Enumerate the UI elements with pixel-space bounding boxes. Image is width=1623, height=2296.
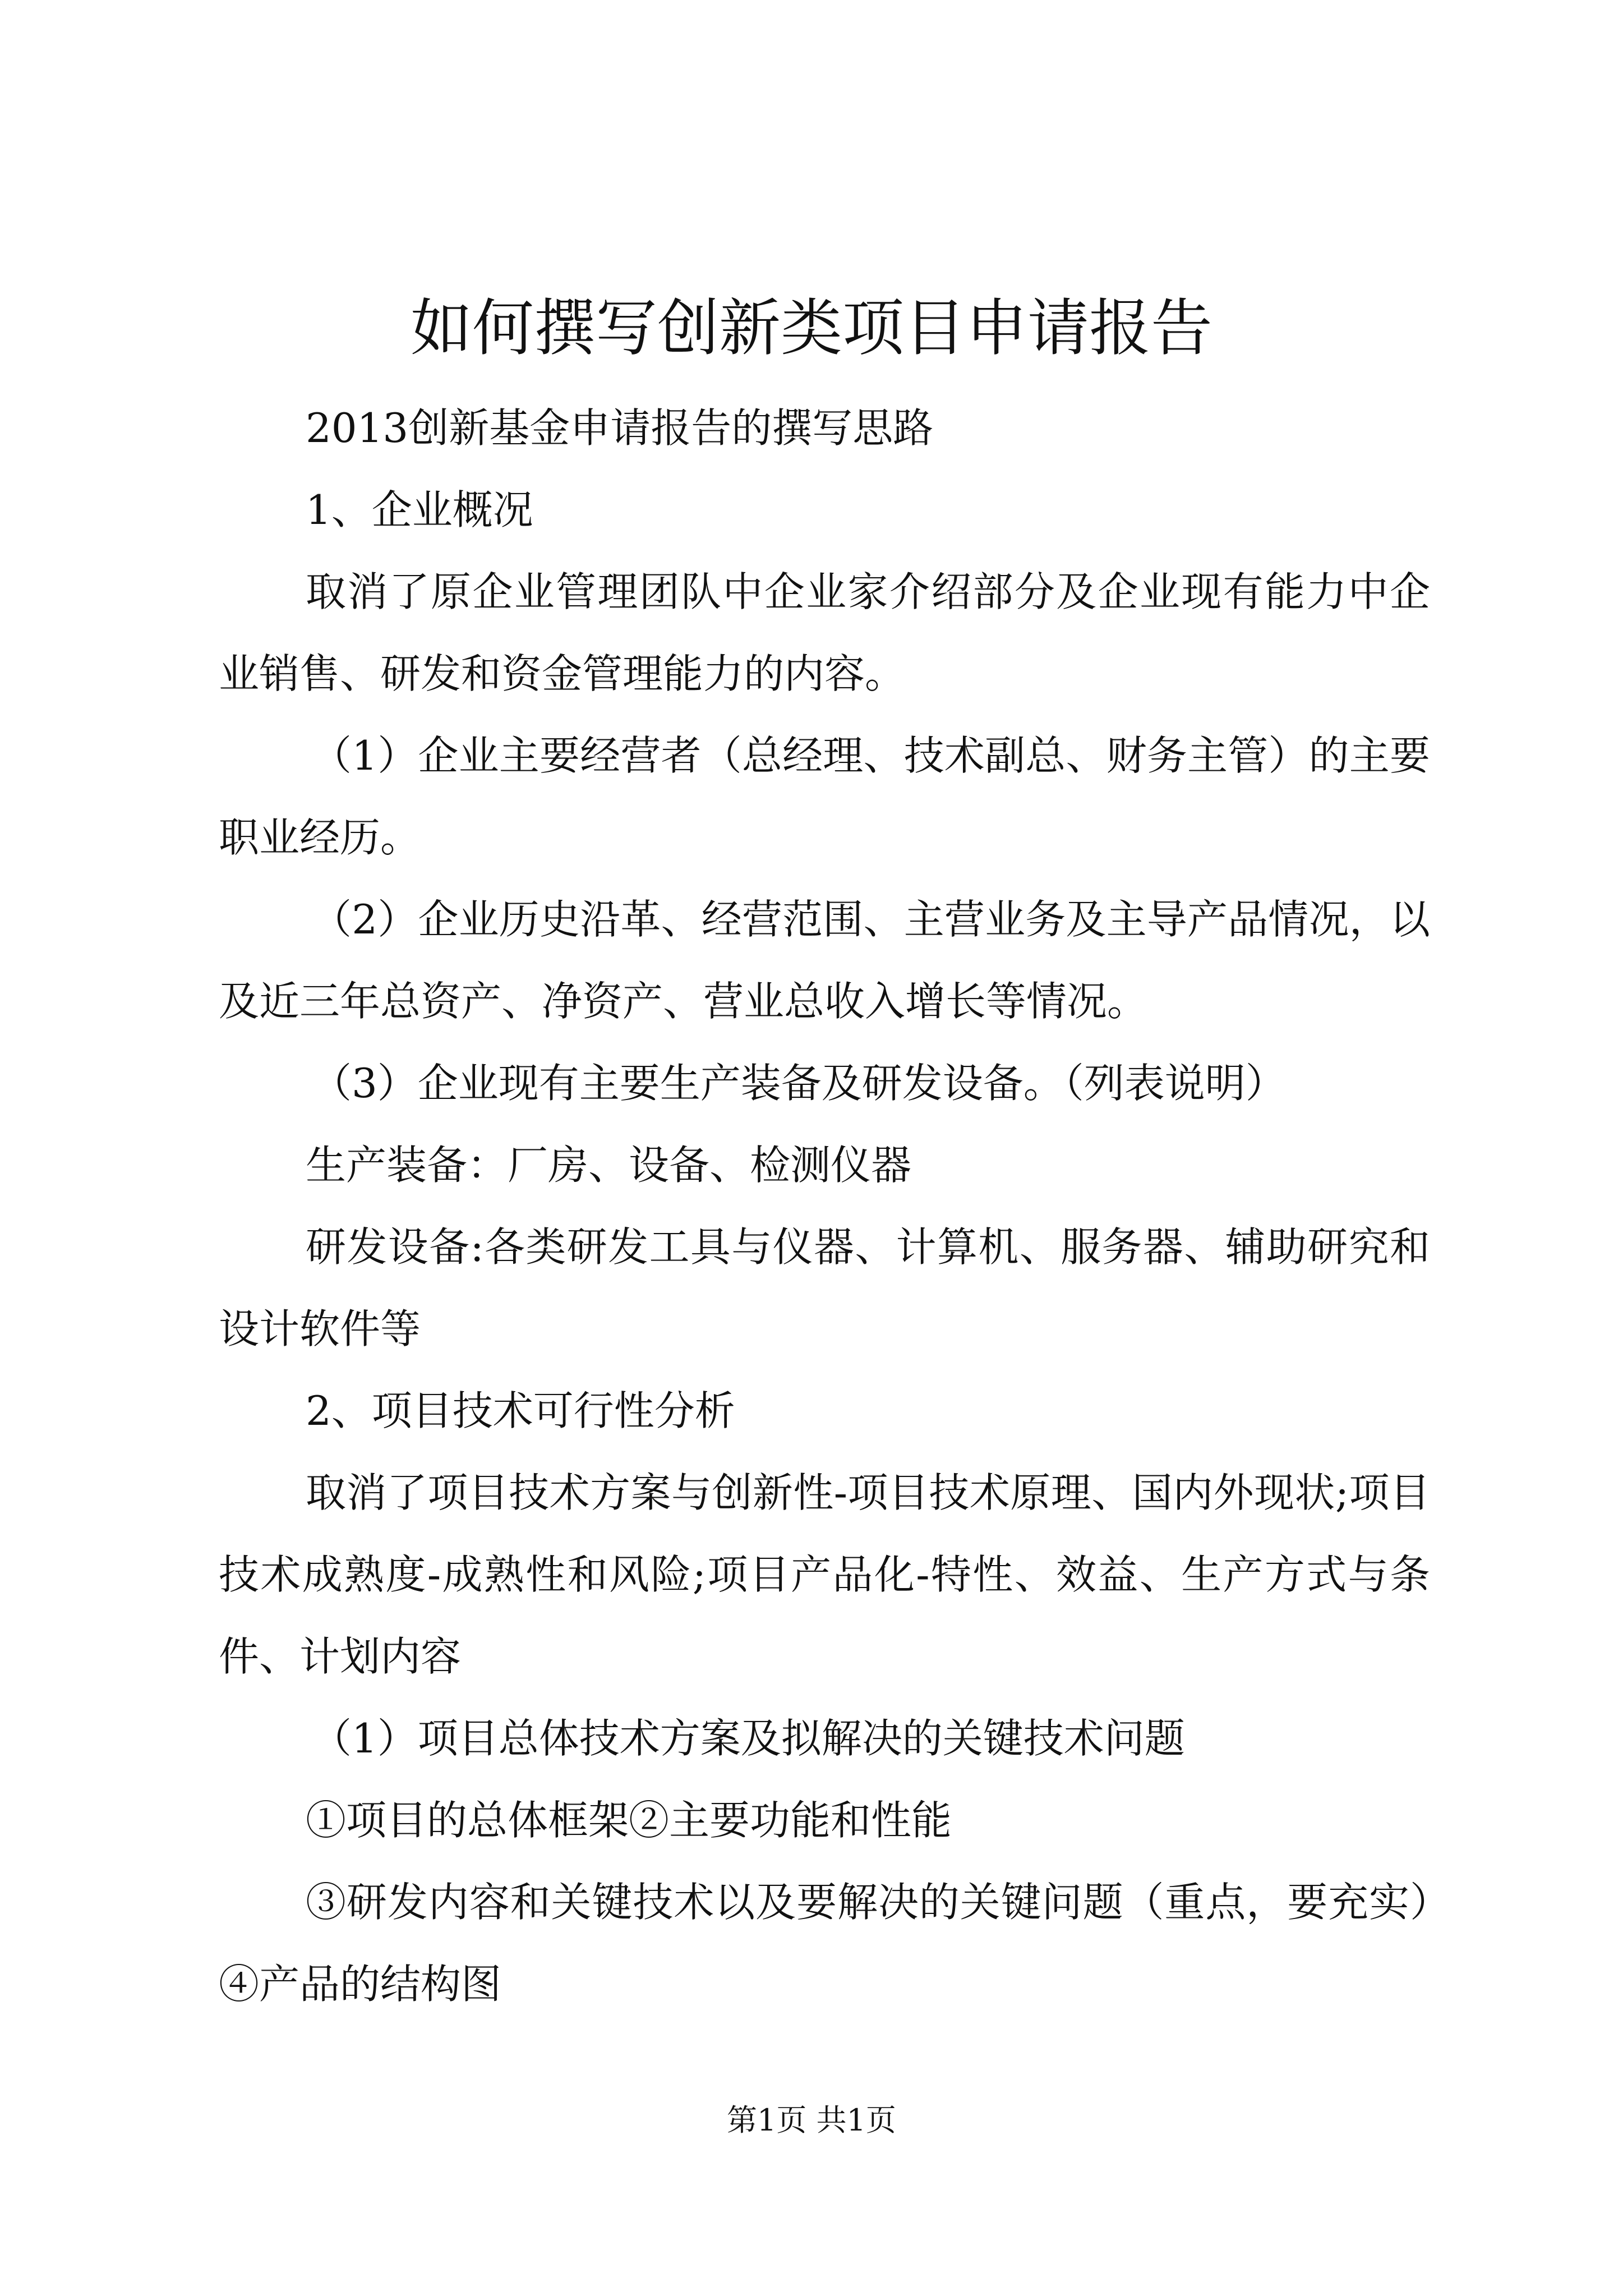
document-title: 如何撰写创新类项目申请报告 — [411, 292, 1212, 364]
paragraph-section-1-note: 取消了原企业管理团队中企业家介绍部分及企业现有能力中企业销售、研发和资金管理能力的内容。 — [219, 568, 1430, 697]
paragraph-section-1-heading: 1、企业概况 — [306, 486, 533, 533]
paragraph-framework: ①项目的总体框架②主要功能和性能 — [306, 1797, 952, 1844]
paragraph-section-2-heading: 2、项目技术可行性分析 — [306, 1387, 735, 1434]
paragraph-subtitle: 2013创新基金申请报告的撰写思路 — [306, 404, 934, 452]
paragraph-production-equipment: 生产装备：厂房、设备、检测仪器 — [306, 1142, 912, 1189]
document-body — [219, 387, 1430, 2025]
paragraph-item-1: （1）企业主要经营者（总经理、技术副总、财务主管）的主要职业经历。 — [219, 732, 1430, 861]
paragraph-section-2-item-1: （1）项目总体技术方案及拟解决的关键技术问题 — [311, 1715, 1185, 1762]
page-footer: 第1页 共1页 — [727, 2102, 896, 2138]
paragraph-rd-content: ③研发内容和关键技术以及要解决的关键问题（重点，要充实）④产品的结构图 — [219, 1879, 1430, 2008]
paragraph-item-2: （2）企业历史沿革、经营范围、主营业务及主导产品情况，以及近三年总资产、净资产、营业总收入增长等情况。 — [219, 896, 1430, 1025]
paragraph-item-3: （3）企业现有主要生产装备及研发设备。（列表说明） — [311, 1060, 1286, 1107]
paragraph-rd-equipment: 研发设备:各类研发工具与仪器、计算机、服务器、辅助研究和设计软件等 — [219, 1223, 1430, 1352]
paragraph-section-2-note: 取消了项目技术方案与创新性-项目技术原理、国内外现状;项目技术成熟度-成熟性和风险;项目产品化-特性、效益、生产方式与条件、计划内容 — [219, 1469, 1430, 1680]
